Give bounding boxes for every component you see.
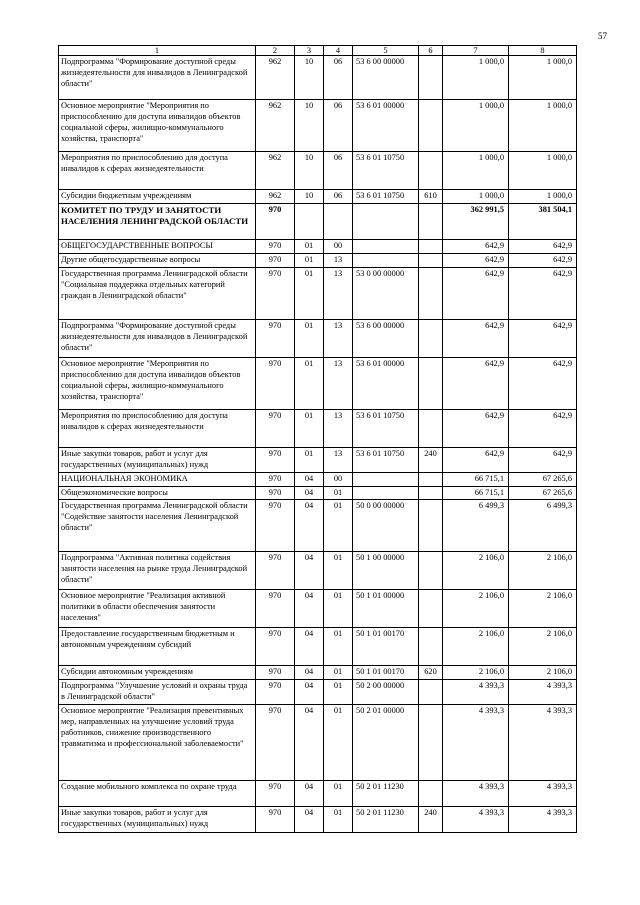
amount-year1-cell: 1 000,0 — [443, 190, 509, 204]
target-article-cell: 50 2 01 00000 — [353, 705, 419, 781]
column-header: 3 — [295, 46, 324, 56]
column-header: 7 — [443, 46, 509, 56]
expense-type-cell — [419, 705, 443, 781]
amount-year2-cell: 2 106,0 — [509, 590, 577, 628]
amount-year2-cell: 1 000,0 — [509, 190, 577, 204]
row-name-cell: Субсидии бюджетным учреждениям — [59, 190, 256, 204]
target-article-cell: 53 6 01 00000 — [353, 357, 419, 409]
section-code-cell: 04 — [295, 807, 324, 833]
expense-type-cell — [419, 357, 443, 409]
section-code-cell: 04 — [295, 552, 324, 590]
table-row — [59, 486, 577, 500]
subsection-code-cell: 06 — [324, 190, 353, 204]
target-article-cell: 53 6 01 10750 — [353, 447, 419, 472]
row-name-cell: Мероприятия по приспособлению для доступа инвалидов к сферах жизнедеятельности — [59, 409, 256, 447]
column-header: 4 — [324, 46, 353, 56]
amount-year2-cell: 67 265,6 — [509, 486, 577, 500]
subsection-code-cell: 01 — [324, 781, 353, 807]
ministry-code-cell: 962 — [256, 152, 295, 190]
row-name-cell: НАЦИОНАЛЬНАЯ ЭКОНОМИКА — [59, 472, 256, 486]
row-name-cell: Предоставление государственным бюджетным и автономным учреждениям субсидий — [59, 628, 256, 666]
section-code-cell: 01 — [295, 253, 324, 267]
subsection-code-cell: 01 — [324, 486, 353, 500]
expense-type-cell — [419, 239, 443, 253]
ministry-code-cell: 970 — [256, 807, 295, 833]
target-article-cell: 53 6 01 10750 — [353, 190, 419, 204]
ministry-code-cell: 970 — [256, 590, 295, 628]
page-number: 57 — [598, 31, 607, 41]
expense-type-cell: 610 — [419, 190, 443, 204]
budget-table — [58, 45, 577, 833]
row-name-cell: Подпрограмма "Улучшение условий и охраны труда в Ленинградской области" — [59, 680, 256, 705]
section-code-cell: 04 — [295, 590, 324, 628]
expense-type-cell — [419, 628, 443, 666]
amount-year1-cell: 4 393,3 — [443, 705, 509, 781]
ministry-code-cell: 962 — [256, 100, 295, 152]
table-row — [59, 500, 577, 552]
expense-type-cell — [419, 56, 443, 100]
subsection-code-cell: 01 — [324, 552, 353, 590]
ministry-code-cell: 970 — [256, 409, 295, 447]
amount-year1-cell: 2 106,0 — [443, 666, 509, 680]
ministry-code-cell: 962 — [256, 56, 295, 100]
ministry-code-cell: 970 — [256, 486, 295, 500]
column-header: 1 — [59, 46, 256, 56]
table-header-row — [59, 46, 577, 56]
expense-type-cell — [419, 100, 443, 152]
amount-year2-cell: 1 000,0 — [509, 100, 577, 152]
section-code-cell: 10 — [295, 56, 324, 100]
expense-type-cell — [419, 552, 443, 590]
expense-type-cell — [419, 590, 443, 628]
subsection-code-cell: 13 — [324, 447, 353, 472]
section-code-cell: 04 — [295, 486, 324, 500]
section-code-cell: 04 — [295, 500, 324, 552]
row-name-cell: Государственная программа Ленинградской области "Социальная поддержка отдельных категорий граждан в Ленинградской области" — [59, 267, 256, 319]
amount-year1-cell: 1 000,0 — [443, 152, 509, 190]
target-article-cell: 53 6 01 10750 — [353, 409, 419, 447]
ministry-code-cell: 970 — [256, 472, 295, 486]
section-code-cell: 01 — [295, 267, 324, 319]
section-code-cell: 01 — [295, 319, 324, 357]
amount-year1-cell: 642,9 — [443, 239, 509, 253]
section-code-cell: 01 — [295, 357, 324, 409]
row-name-cell: Подпрограмма "Активная политика содействия занятости населения на рынке труда Ленинградской области" — [59, 552, 256, 590]
expense-type-cell — [419, 500, 443, 552]
section-code-cell: 04 — [295, 472, 324, 486]
amount-year2-cell: 642,9 — [509, 319, 577, 357]
ministry-code-cell: 970 — [256, 203, 295, 239]
ministry-code-cell: 962 — [256, 190, 295, 204]
section-code-cell: 01 — [295, 409, 324, 447]
expense-type-cell: 240 — [419, 447, 443, 472]
expense-type-cell — [419, 203, 443, 239]
ministry-code-cell: 970 — [256, 552, 295, 590]
target-article-cell: 50 2 01 11230 — [353, 781, 419, 807]
table-row — [59, 409, 577, 447]
subsection-code-cell: 00 — [324, 472, 353, 486]
section-code-cell: 04 — [295, 666, 324, 680]
ministry-code-cell: 970 — [256, 357, 295, 409]
amount-year1-cell: 642,9 — [443, 253, 509, 267]
expense-type-cell — [419, 152, 443, 190]
subsection-code-cell: 01 — [324, 705, 353, 781]
row-name-cell: Создание мобильного комплекса по охране труда — [59, 781, 256, 807]
row-name-cell: Подпрограмма "Формирование доступной среды жизнедеятельности для инвалидов в Ленинградской области" — [59, 319, 256, 357]
row-name-cell: Мероприятия по приспособлению для доступа инвалидов к сферах жизнедеятельности — [59, 152, 256, 190]
amount-year2-cell: 4 393,3 — [509, 807, 577, 833]
target-article-cell: 53 6 00 00000 — [353, 56, 419, 100]
table-row — [59, 590, 577, 628]
ministry-code-cell: 970 — [256, 628, 295, 666]
amount-year2-cell: 381 504,1 — [509, 203, 577, 239]
subsection-code-cell — [324, 203, 353, 239]
amount-year1-cell: 642,9 — [443, 357, 509, 409]
table-row — [59, 203, 577, 239]
expense-type-cell: 240 — [419, 807, 443, 833]
table-row — [59, 666, 577, 680]
table-row — [59, 781, 577, 807]
amount-year2-cell: 642,9 — [509, 447, 577, 472]
amount-year2-cell: 6 499,3 — [509, 500, 577, 552]
subsection-code-cell: 01 — [324, 500, 353, 552]
target-article-cell: 53 6 01 10750 — [353, 152, 419, 190]
row-name-cell: Иные закупки товаров, работ и услуг для государственных (муниципальных) нужд — [59, 807, 256, 833]
amount-year2-cell: 1 000,0 — [509, 152, 577, 190]
section-code-cell: 10 — [295, 190, 324, 204]
section-code-cell: 04 — [295, 680, 324, 705]
row-name-cell: КОМИТЕТ ПО ТРУДУ И ЗАНЯТОСТИ НАСЕЛЕНИЯ ЛЕНИНГРАДСКОЙ ОБЛАСТИ — [59, 203, 256, 239]
subsection-code-cell: 13 — [324, 357, 353, 409]
section-code-cell: 04 — [295, 705, 324, 781]
row-name-cell: Иные закупки товаров, работ и услуг для государственных (муниципальных) нужд — [59, 447, 256, 472]
target-article-cell: 53 0 00 00000 — [353, 267, 419, 319]
section-code-cell: 10 — [295, 152, 324, 190]
subsection-code-cell: 13 — [324, 253, 353, 267]
subsection-code-cell: 01 — [324, 666, 353, 680]
section-code-cell: 10 — [295, 100, 324, 152]
amount-year2-cell: 642,9 — [509, 357, 577, 409]
target-article-cell: 53 6 01 00000 — [353, 100, 419, 152]
expense-type-cell — [419, 486, 443, 500]
amount-year1-cell: 4 393,3 — [443, 807, 509, 833]
table-row — [59, 319, 577, 357]
table-row — [59, 472, 577, 486]
table-row — [59, 100, 577, 152]
expense-type-cell — [419, 253, 443, 267]
row-name-cell: Основное мероприятие "Реализация превентивных мер, направленных на улучшение условий труда работников, снижение производственного травматизма и профессиональной заболеваемости" — [59, 705, 256, 781]
ministry-code-cell: 970 — [256, 447, 295, 472]
amount-year2-cell: 2 106,0 — [509, 552, 577, 590]
expense-type-cell — [419, 472, 443, 486]
amount-year1-cell: 66 715,1 — [443, 486, 509, 500]
table-row — [59, 190, 577, 204]
row-name-cell: Основное мероприятие "Мероприятия по приспособлению для доступа инвалидов объектов социальной сферы, жилищно-коммунального хозяйства, транспорта" — [59, 100, 256, 152]
amount-year1-cell: 642,9 — [443, 319, 509, 357]
column-header: 6 — [419, 46, 443, 56]
table-row — [59, 56, 577, 100]
column-header: 2 — [256, 46, 295, 56]
subsection-code-cell: 01 — [324, 590, 353, 628]
section-code-cell: 01 — [295, 447, 324, 472]
ministry-code-cell: 970 — [256, 239, 295, 253]
subsection-code-cell: 01 — [324, 680, 353, 705]
ministry-code-cell: 970 — [256, 781, 295, 807]
amount-year1-cell: 1 000,0 — [443, 56, 509, 100]
subsection-code-cell: 00 — [324, 239, 353, 253]
expense-type-cell — [419, 319, 443, 357]
target-article-cell: 50 2 01 11230 — [353, 807, 419, 833]
target-article-cell — [353, 486, 419, 500]
row-name-cell: Субсидии автономным учреждениям — [59, 666, 256, 680]
subsection-code-cell: 06 — [324, 56, 353, 100]
amount-year2-cell: 4 393,3 — [509, 680, 577, 705]
subsection-code-cell: 13 — [324, 267, 353, 319]
row-name-cell: Государственная программа Ленинградской области "Содействие занятости населения Ленинградской области" — [59, 500, 256, 552]
row-name-cell: ОБЩЕГОСУДАРСТВЕННЫЕ ВОПРОСЫ — [59, 239, 256, 253]
amount-year2-cell: 642,9 — [509, 409, 577, 447]
subsection-code-cell: 06 — [324, 152, 353, 190]
section-code-cell — [295, 203, 324, 239]
table-row — [59, 628, 577, 666]
table-row — [59, 253, 577, 267]
section-code-cell: 04 — [295, 781, 324, 807]
target-article-cell: 53 6 00 00000 — [353, 319, 419, 357]
target-article-cell — [353, 203, 419, 239]
table-row — [59, 152, 577, 190]
amount-year1-cell: 642,9 — [443, 447, 509, 472]
amount-year2-cell: 642,9 — [509, 239, 577, 253]
section-code-cell: 01 — [295, 239, 324, 253]
table-row — [59, 705, 577, 781]
table-row — [59, 680, 577, 705]
ministry-code-cell: 970 — [256, 705, 295, 781]
row-name-cell: Общеэкономические вопросы — [59, 486, 256, 500]
amount-year2-cell: 642,9 — [509, 253, 577, 267]
ministry-code-cell: 970 — [256, 666, 295, 680]
target-article-cell: 50 1 01 00000 — [353, 590, 419, 628]
amount-year2-cell: 2 106,0 — [509, 628, 577, 666]
target-article-cell: 50 1 01 00170 — [353, 666, 419, 680]
table-row — [59, 447, 577, 472]
amount-year1-cell: 2 106,0 — [443, 628, 509, 666]
ministry-code-cell: 970 — [256, 319, 295, 357]
ministry-code-cell: 970 — [256, 267, 295, 319]
table-row — [59, 807, 577, 833]
amount-year2-cell: 4 393,3 — [509, 781, 577, 807]
ministry-code-cell: 970 — [256, 253, 295, 267]
amount-year1-cell: 1 000,0 — [443, 100, 509, 152]
ministry-code-cell: 970 — [256, 500, 295, 552]
row-name-cell: Другие общегосударственные вопросы — [59, 253, 256, 267]
row-name-cell: Основное мероприятие "Мероприятия по приспособлению для доступа инвалидов объектов социальной сферы, жилищно-коммунального хозяйства, транспорта" — [59, 357, 256, 409]
subsection-code-cell: 13 — [324, 409, 353, 447]
row-name-cell: Подпрограмма "Формирование доступной среды жизнедеятельности для инвалидов в Ленинградской области" — [59, 56, 256, 100]
row-name-cell: Основное мероприятие "Реализация активной политики в области обеспечения занятости населения" — [59, 590, 256, 628]
column-header: 5 — [353, 46, 419, 56]
table-row — [59, 267, 577, 319]
expense-type-cell: 620 — [419, 666, 443, 680]
amount-year1-cell: 2 106,0 — [443, 552, 509, 590]
expense-type-cell — [419, 680, 443, 705]
ministry-code-cell: 970 — [256, 680, 295, 705]
target-article-cell: 50 1 01 00170 — [353, 628, 419, 666]
target-article-cell — [353, 253, 419, 267]
subsection-code-cell: 01 — [324, 807, 353, 833]
amount-year1-cell: 4 393,3 — [443, 781, 509, 807]
subsection-code-cell: 01 — [324, 628, 353, 666]
amount-year1-cell: 642,9 — [443, 267, 509, 319]
amount-year2-cell: 67 265,6 — [509, 472, 577, 486]
section-code-cell: 04 — [295, 628, 324, 666]
target-article-cell — [353, 472, 419, 486]
expense-type-cell — [419, 267, 443, 319]
amount-year2-cell: 4 393,3 — [509, 705, 577, 781]
amount-year1-cell: 4 393,3 — [443, 680, 509, 705]
table-row — [59, 357, 577, 409]
target-article-cell — [353, 239, 419, 253]
subsection-code-cell: 13 — [324, 319, 353, 357]
amount-year1-cell: 362 991,5 — [443, 203, 509, 239]
column-header: 8 — [509, 46, 577, 56]
target-article-cell: 50 0 00 00000 — [353, 500, 419, 552]
table-row — [59, 552, 577, 590]
amount-year1-cell: 642,9 — [443, 409, 509, 447]
table-row — [59, 239, 577, 253]
expense-type-cell — [419, 781, 443, 807]
target-article-cell: 50 1 00 00000 — [353, 552, 419, 590]
amount-year1-cell: 2 106,0 — [443, 590, 509, 628]
amount-year1-cell: 6 499,3 — [443, 500, 509, 552]
expense-type-cell — [419, 409, 443, 447]
amount-year2-cell: 642,9 — [509, 267, 577, 319]
target-article-cell: 50 2 00 00000 — [353, 680, 419, 705]
subsection-code-cell: 06 — [324, 100, 353, 152]
amount-year2-cell: 2 106,0 — [509, 666, 577, 680]
amount-year1-cell: 66 715,1 — [443, 472, 509, 486]
amount-year2-cell: 1 000,0 — [509, 56, 577, 100]
